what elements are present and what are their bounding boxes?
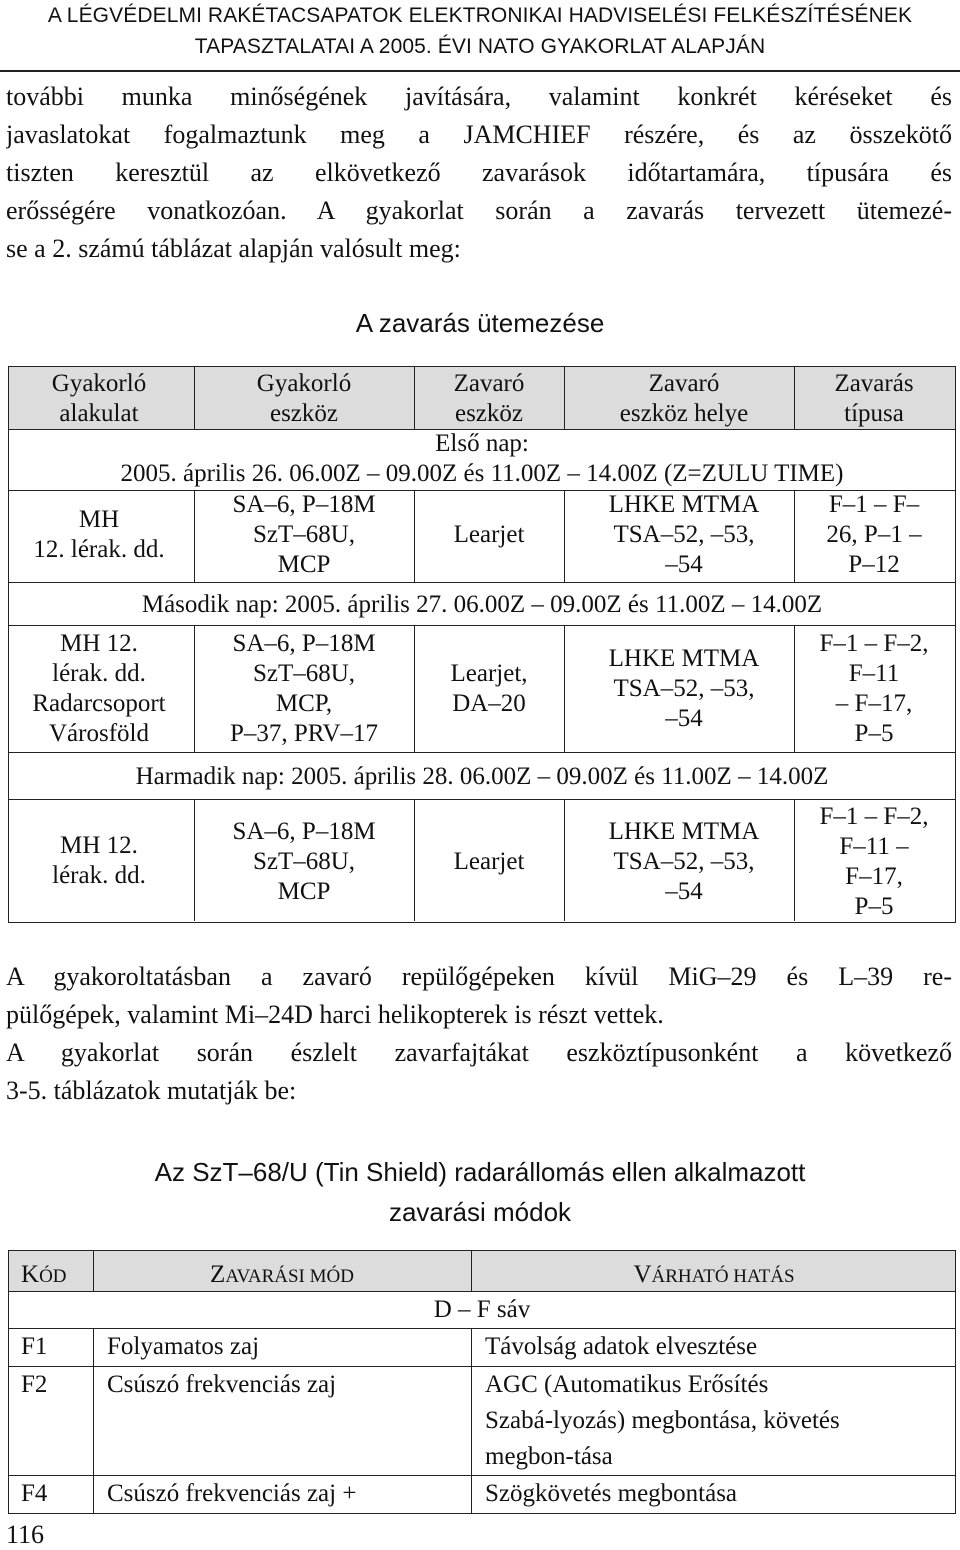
column-divider (471, 1251, 472, 1291)
day3-jam-type (799, 802, 949, 922)
effect-line: AGC (Automatikus Erősítés (485, 1371, 769, 1398)
cell-text: SA–6, P–18M (232, 630, 376, 657)
header-mode (93, 1257, 471, 1295)
header-line-2: TAPASZTALATAI A 2005. ÉVI NATO GYAKORLAT ALAPJÁN (194, 35, 766, 58)
effect-line: Távolság adatok elvesztése (485, 1333, 758, 1360)
cell-text: Learjet (453, 521, 525, 548)
column-divider (794, 799, 795, 921)
intro-line: további munka minőségének javítására, valamint konkrét kéréseket és (6, 82, 952, 111)
header-text: eszköz helye (619, 400, 749, 427)
modes-caption (0, 1152, 960, 1232)
day3-jammer-location (569, 817, 799, 907)
day1-label: Első nap: (435, 430, 529, 457)
header-text: Zavaró (648, 370, 720, 397)
header-initial: K (21, 1261, 40, 1288)
column-divider (93, 1476, 94, 1513)
cell-text: F–1 – F–2, (819, 630, 929, 657)
row-effect (471, 1476, 957, 1512)
band-label: D – F sáv (433, 1296, 531, 1323)
page-number: 116 (6, 1520, 45, 1549)
header-text: eszköz (269, 400, 339, 427)
column-divider (93, 1367, 94, 1475)
header-rule (0, 70, 960, 72)
day3-unit (9, 831, 189, 891)
column-divider (414, 799, 415, 921)
column-divider (471, 1367, 472, 1475)
column-divider (564, 367, 565, 429)
band-row (9, 1292, 955, 1329)
intro-line: erősségére vonatkozóan. A gyakorlat során a zavarás tervezett ütemezé- (6, 196, 952, 225)
cell-text: – F–17, (835, 690, 913, 717)
schedule-table (8, 366, 956, 923)
day3-device (199, 817, 409, 907)
cell-text: P–5 (854, 893, 894, 920)
cell-text: Learjet, (450, 660, 528, 687)
cell-text: F–11 – (839, 833, 909, 860)
row-divider (9, 625, 955, 626)
day1-jammer-location (569, 490, 799, 580)
cell-text: TSA–52, –53, (613, 675, 755, 702)
cell-text: P–12 (848, 551, 900, 578)
column-divider (564, 490, 565, 582)
header-initial: Z (210, 1261, 226, 1288)
day1-jam-type (799, 490, 949, 580)
cell-text: 26, P–1 – (826, 521, 922, 548)
cell-text: lérak. dd. (52, 862, 146, 889)
column-divider (194, 367, 195, 429)
cell-text: LHKE MTMA (608, 818, 760, 845)
column-divider (194, 625, 195, 752)
cell-text: F–11 (848, 660, 900, 687)
header-effect (471, 1257, 957, 1295)
cell-text: F–17, (845, 863, 903, 890)
column-divider (794, 625, 795, 752)
day2-jammer-location (569, 644, 799, 734)
row-effect (471, 1367, 957, 1475)
cell-text: TSA–52, –53, (613, 521, 755, 548)
running-header (0, 0, 960, 62)
row-code: F2 (21, 1371, 48, 1398)
intro-line: javaslatokat fogalmaztunk meg a JAMCHIEF részére, és az összekötő (6, 120, 952, 149)
column-divider (471, 1329, 472, 1366)
cell-text: LHKE MTMA (608, 645, 760, 672)
column-divider (93, 1329, 94, 1366)
modes-header-row (9, 1251, 955, 1292)
header-text: eszköz (454, 400, 524, 427)
row-mode: Folyamatos zaj (107, 1333, 260, 1360)
column-divider (93, 1251, 94, 1291)
column-divider (414, 367, 415, 429)
header-rest: ÓD (39, 1266, 67, 1287)
row-mode: Csúszó frekvenciás zaj + (107, 1480, 357, 1507)
middle-paragraph (6, 958, 952, 1110)
header-text: típusa (844, 400, 904, 427)
cell-text: F–1 – F– (828, 491, 920, 518)
row-divider (9, 582, 955, 583)
day3-jammer (419, 847, 559, 877)
effect-line: megbon-tása (485, 1443, 613, 1470)
cell-text: DA–20 (452, 690, 526, 717)
day3-label: Harmadik nap: 2005. április 28. 06.00Z – 09.00Z és 11.00Z – 14.00Z (135, 763, 829, 790)
schedule-caption: A zavarás ütemezése (355, 308, 605, 338)
day1-device (199, 490, 409, 580)
header-code (9, 1257, 93, 1295)
day2-jam-type (799, 629, 949, 749)
intro-paragraph (6, 78, 952, 268)
effect-line: Szögkövetés megbontása (485, 1480, 738, 1507)
cell-text: Learjet (453, 848, 525, 875)
cell-text: P–5 (854, 720, 894, 747)
day2-label: Második nap: 2005. április 27. 06.00Z – 09.00Z és 11.00Z – 14.00Z (141, 591, 823, 618)
header-device (199, 369, 409, 429)
middle-line: pülőgépek, valamint Mi–24D harci helikopterek is részt vettek. (6, 1000, 664, 1029)
cell-text: LHKE MTMA (608, 491, 760, 518)
cell-text: SA–6, P–18M (232, 818, 376, 845)
cell-text: lérak. dd. (52, 660, 146, 687)
header-unit (9, 369, 189, 429)
cell-text: F–1 – F–2, (819, 803, 929, 830)
intro-line: tiszten keresztül az elkövetkező zavarások időtartamára, típusára és (6, 158, 952, 187)
row-divider (9, 752, 955, 753)
header-jammer-location (569, 369, 799, 429)
table-row (9, 1476, 955, 1513)
table-row (9, 1329, 955, 1367)
intro-line: se a 2. számú táblázat alapján valósult meg: (6, 234, 461, 263)
column-divider (471, 1476, 472, 1513)
header-text: Gyakorló (51, 370, 147, 397)
column-divider (414, 490, 415, 582)
middle-line: A gyakorlat során észlelt zavarfajtákat eszköztípusonként a következő (6, 1038, 952, 1067)
row-divider (9, 799, 955, 800)
row-code: F4 (21, 1480, 48, 1507)
column-divider (414, 625, 415, 752)
day1-jammer (419, 520, 559, 550)
row-code: F1 (21, 1333, 48, 1360)
middle-line: 3-5. táblázatok mutatják be: (6, 1076, 297, 1105)
cell-text: TSA–52, –53, (613, 848, 755, 875)
middle-line: A gyakoroltatásban a zavaró repülőgépeken kívül MiG–29 és L–39 re- (6, 962, 952, 991)
day2-device (199, 629, 409, 749)
header-rest: AVARÁSI MÓD (225, 1266, 354, 1287)
cell-text: SzT–68U, (252, 660, 356, 687)
modes-caption-line: Az SzT–68/U (Tin Shield) radarállomás ellen alkalmazott (154, 1157, 806, 1187)
cell-text: P–37, PRV–17 (229, 720, 379, 747)
cell-text: 12. lérak. dd. (33, 536, 165, 563)
header-jam-type (799, 369, 949, 429)
day2-jammer (419, 659, 559, 719)
header-text: Zavarás (834, 370, 914, 397)
header-rest: ÁRHATÓ HATÁS (651, 1266, 795, 1287)
header-line-1: A LÉGVÉDELMI RAKÉTACSAPATOK ELEKTRONIKAI HADVISELÉSI FELKÉSZÍTÉSÉNEK (47, 4, 913, 27)
table-row (9, 1367, 955, 1476)
cell-text: Radarcsoport (32, 690, 166, 717)
day2-unit (9, 629, 189, 749)
effect-line: Szabá-lyozás) megbontása, követés (485, 1407, 840, 1434)
cell-text: SzT–68U, (252, 521, 356, 548)
header-initial: V (633, 1261, 652, 1288)
header-text: alakulat (59, 400, 139, 427)
cell-text: MCP (277, 878, 331, 905)
modes-caption-line: zavarási módok (388, 1197, 572, 1227)
cell-text: Városföld (49, 720, 149, 747)
cell-text: MCP (277, 551, 331, 578)
cell-text: SA–6, P–18M (232, 491, 376, 518)
cell-text: SzT–68U, (252, 848, 356, 875)
cell-text: MH 12. (60, 832, 138, 859)
column-divider (794, 367, 795, 429)
row-effect (471, 1329, 957, 1365)
column-divider (564, 799, 565, 921)
column-divider (194, 799, 195, 921)
header-text: Zavaró (453, 370, 525, 397)
cell-text: –54 (665, 878, 703, 905)
cell-text: MCP, (275, 690, 333, 717)
cell-text: MH (78, 506, 120, 533)
cell-text: MH 12. (60, 630, 138, 657)
day1-unit (9, 505, 189, 565)
row-mode: Csúszó frekvenciás zaj (107, 1371, 337, 1398)
column-divider (194, 490, 195, 582)
cell-text: –54 (665, 551, 703, 578)
column-divider (794, 490, 795, 582)
header-jammer (419, 369, 559, 429)
cell-text: –54 (665, 705, 703, 732)
header-text: Gyakorló (256, 370, 352, 397)
day1-time: 2005. április 26. 06.00Z – 09.00Z és 11.00Z – 14.00Z (Z=ZULU TIME) (120, 460, 844, 487)
column-divider (564, 625, 565, 752)
modes-table (8, 1250, 956, 1514)
